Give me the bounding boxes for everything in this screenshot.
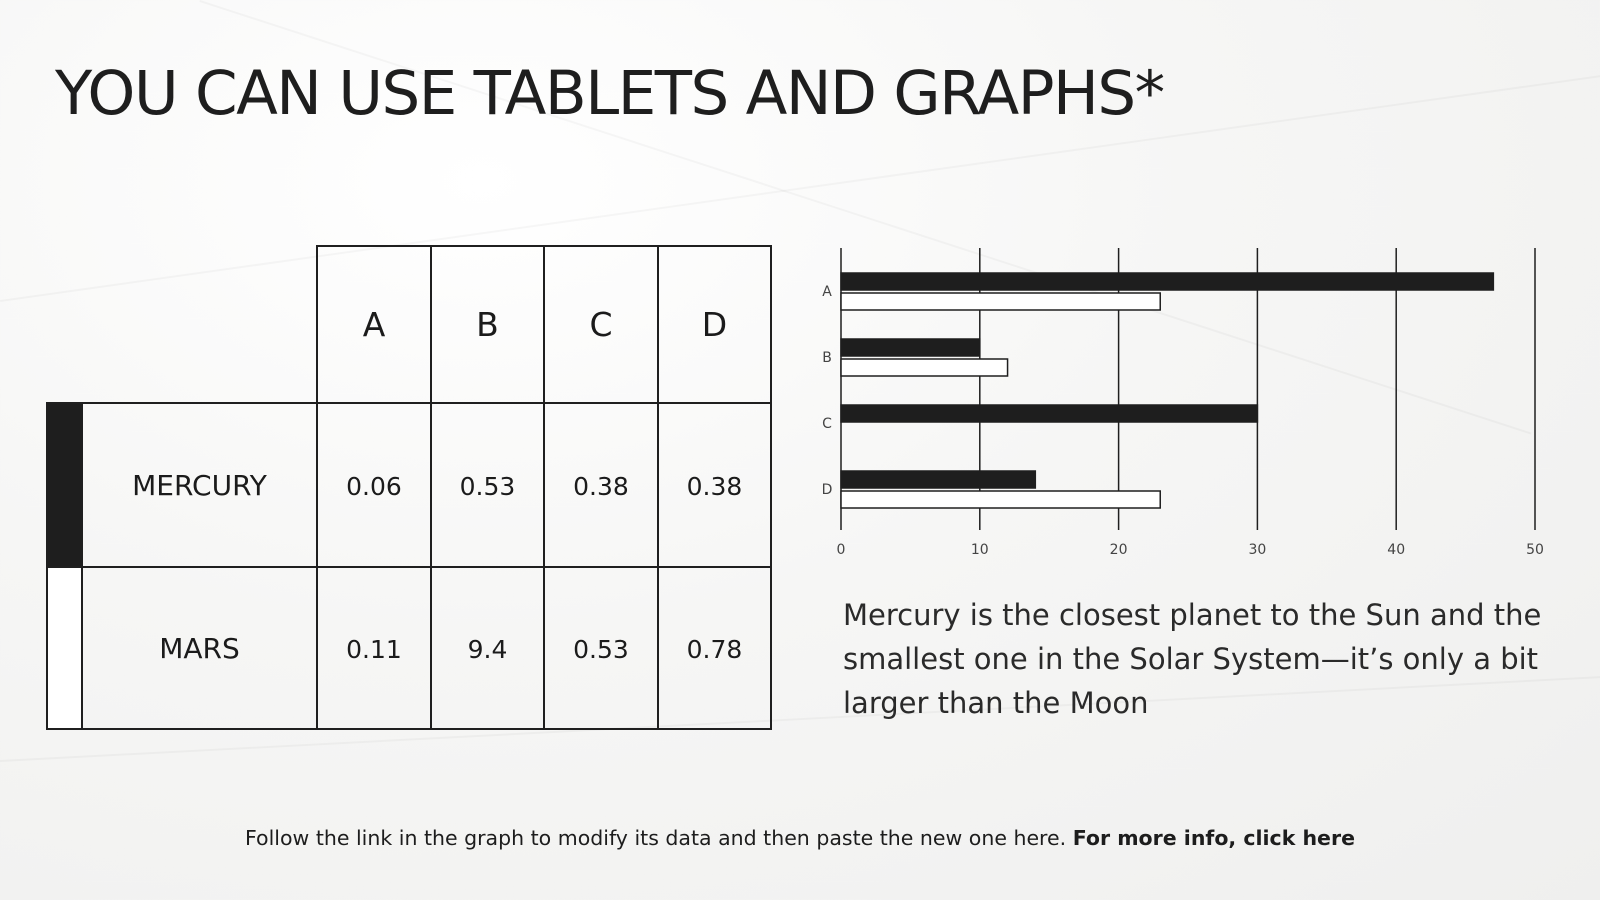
table-cell: 0.06: [346, 471, 402, 501]
bar: [841, 405, 1257, 422]
footer-text: Follow the link in the graph to modify its data and then paste the new one here.: [245, 826, 1073, 850]
bar: [841, 273, 1493, 290]
table-border: [46, 728, 772, 730]
table-cell: 9.4: [467, 634, 508, 664]
bar: [841, 293, 1160, 310]
bar: [841, 491, 1160, 508]
row-label: MERCURY: [132, 468, 267, 502]
table-cell: 0.38: [573, 471, 629, 501]
description-text: Mercury is the closest planet to the Sun and the smallest one in the Solar System—it’s only a bit larger than the Moon: [843, 598, 1542, 720]
x-tick-label: 10: [970, 542, 989, 558]
x-tick-label: 30: [1248, 542, 1267, 558]
x-tick-label: 40: [1387, 542, 1406, 558]
more-info-link[interactable]: For more info, click here: [1072, 826, 1355, 850]
table-border: [770, 245, 772, 730]
slide-title: YOU CAN USE TABLETS AND GRAPHS*: [55, 58, 1164, 129]
row-swatch-mars: [48, 568, 81, 728]
column-header: C: [589, 305, 613, 344]
bar: [841, 339, 980, 356]
y-tick-label: D: [821, 482, 833, 498]
column-header: D: [701, 305, 728, 344]
y-tick-label: B: [822, 350, 832, 366]
y-tick-label: C: [822, 416, 832, 432]
x-tick-label: 20: [1109, 542, 1128, 558]
column-header: B: [476, 305, 499, 344]
footer-note: [0, 826, 1600, 850]
table-border: [316, 245, 318, 730]
column-header: A: [362, 305, 386, 344]
y-tick-label: A: [822, 284, 832, 300]
table-border: [81, 402, 83, 730]
row-swatch-mercury: [48, 404, 81, 566]
table-cell: 0.78: [686, 634, 743, 664]
table-border: [430, 245, 432, 730]
table-border: [46, 402, 772, 404]
table-cell: 0.53: [459, 471, 516, 501]
table-border: [46, 402, 48, 730]
bar: [841, 359, 1008, 376]
table-border: [543, 245, 545, 730]
bar-chart: [800, 236, 1560, 566]
row-label: MARS: [159, 631, 240, 665]
table-cell: 0.53: [573, 634, 629, 664]
table-border: [657, 245, 659, 730]
x-tick-label: 50: [1526, 542, 1544, 558]
x-tick-label: 0: [836, 542, 846, 558]
table-border: [46, 566, 772, 568]
table-cell: 0.38: [686, 471, 743, 501]
table-cell: 0.11: [346, 634, 402, 664]
bar: [841, 471, 1035, 488]
